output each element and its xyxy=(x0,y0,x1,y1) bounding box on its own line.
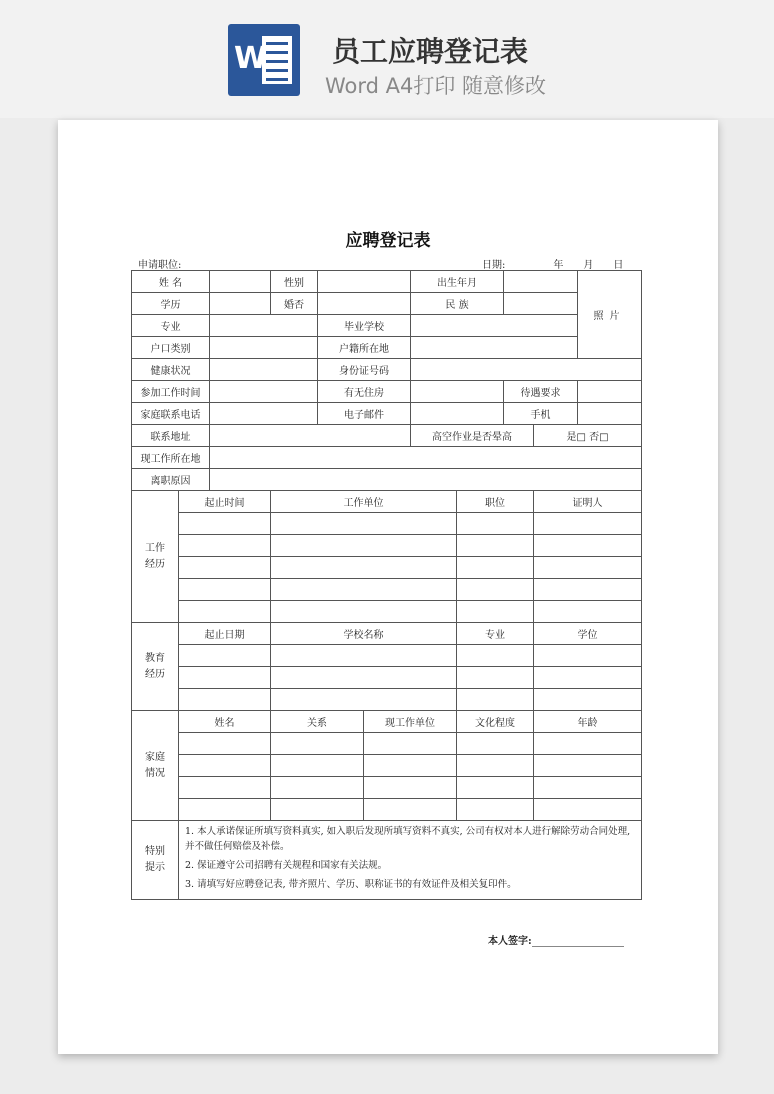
label-name: 姓 名 xyxy=(132,271,210,293)
note-item-1: 1. 本人承诺保证所填写资料真实, 如入职后发现所填写资料不真实, 公司有权对本人进行解除劳动合同处理, 并不做任何赔偿及补偿。 xyxy=(185,826,631,852)
signature-underline xyxy=(532,936,624,947)
table-row xyxy=(132,579,642,601)
education-section-label xyxy=(132,623,179,711)
label-family-phone: 家庭联系电话 xyxy=(132,403,210,425)
input-education[interactable] xyxy=(210,293,271,315)
work-header-reference: 证明人 xyxy=(534,491,642,513)
word-icon-letter: W xyxy=(234,41,268,76)
label-hukou: 户口类别 xyxy=(132,337,210,359)
label-id-number: 身份证号码 xyxy=(318,359,411,381)
banner xyxy=(0,0,774,118)
family-section-label-text: 家庭情况 xyxy=(145,751,165,779)
table-row xyxy=(132,799,642,821)
input-marital[interactable] xyxy=(318,293,411,315)
edu-header-period: 起止日期 xyxy=(179,623,271,645)
label-address: 联系地址 xyxy=(132,425,210,447)
day-label: 日 xyxy=(613,260,624,271)
work-section-label xyxy=(132,491,179,623)
label-residence: 现工作所在地 xyxy=(132,447,210,469)
label-salary: 待遇要求 xyxy=(504,381,578,403)
yes-no-checkboxes[interactable]: 是□ 否□ xyxy=(534,425,642,447)
label-school: 毕业学校 xyxy=(318,315,411,337)
label-ethnic: 民 族 xyxy=(411,293,504,315)
registration-form-table xyxy=(131,270,642,900)
family-section-label xyxy=(132,711,179,821)
table-row xyxy=(132,601,642,623)
input-hukou-location[interactable] xyxy=(411,337,578,359)
family-header-relation: 关系 xyxy=(271,711,364,733)
label-housing: 有无住房 xyxy=(318,381,411,403)
work-header-employer: 工作单位 xyxy=(271,491,457,513)
banner-subtitle: Word A4打印 随意修改 xyxy=(325,74,547,98)
work-section-label-text: 工作经历 xyxy=(145,542,165,570)
table-row xyxy=(132,557,642,579)
input-birth[interactable] xyxy=(504,271,578,293)
input-salary[interactable] xyxy=(578,381,642,403)
input-address[interactable] xyxy=(210,425,411,447)
position-label: 申请职位: xyxy=(138,260,182,271)
input-name[interactable] xyxy=(210,271,271,293)
table-row xyxy=(132,645,642,667)
work-header-position: 职位 xyxy=(457,491,534,513)
input-leave-reason[interactable] xyxy=(210,469,642,491)
input-health[interactable] xyxy=(210,359,318,381)
notes-section-label-text: 特别提示 xyxy=(145,846,165,873)
notes-content xyxy=(179,821,642,900)
input-hukou[interactable] xyxy=(210,337,318,359)
family-header-education: 文化程度 xyxy=(457,711,534,733)
note-item-2: 2. 保证遵守公司招聘有关规程和国家有关法规。 xyxy=(185,860,388,871)
label-birth: 出生年月 xyxy=(411,271,504,293)
input-mobile[interactable] xyxy=(578,403,642,425)
education-section-label-text: 教育经历 xyxy=(145,652,165,680)
table-row xyxy=(132,667,642,689)
label-major: 专业 xyxy=(132,315,210,337)
note-item-3: 3. 请填写好应聘登记表, 带齐照片、学历、职称证书的有效证件及相关复印件。 xyxy=(185,879,517,890)
table-row xyxy=(132,777,642,799)
input-family-phone[interactable] xyxy=(210,403,318,425)
input-email[interactable] xyxy=(411,403,504,425)
banner-title: 员工应聘登记表 xyxy=(332,35,529,68)
input-school[interactable] xyxy=(411,315,578,337)
notes-section-label xyxy=(132,821,179,900)
label-work-start: 参加工作时间 xyxy=(132,381,210,403)
edu-header-school: 学校名称 xyxy=(271,623,457,645)
table-row xyxy=(132,513,642,535)
label-gender: 性别 xyxy=(271,271,318,293)
photo-box[interactable]: 照片 xyxy=(578,271,642,359)
input-work-start[interactable] xyxy=(210,381,318,403)
signature-field[interactable] xyxy=(488,932,624,947)
label-education: 学历 xyxy=(132,293,210,315)
document-page xyxy=(58,120,718,1054)
label-email: 电子邮件 xyxy=(318,403,411,425)
position-field[interactable] xyxy=(138,256,291,271)
table-row xyxy=(132,755,642,777)
family-header-employer: 现工作单位 xyxy=(364,711,457,733)
input-id-number[interactable] xyxy=(411,359,642,381)
table-row xyxy=(132,733,642,755)
input-housing[interactable] xyxy=(411,381,504,403)
label-hukou-location: 户籍所在地 xyxy=(318,337,411,359)
input-residence[interactable] xyxy=(210,447,642,469)
input-ethnic[interactable] xyxy=(504,293,578,315)
work-header-period: 起止时间 xyxy=(179,491,271,513)
document-title: 应聘登记表 xyxy=(345,231,431,251)
month-label: 月 xyxy=(583,260,594,271)
edu-header-degree: 学位 xyxy=(534,623,642,645)
label-health: 健康状况 xyxy=(132,359,210,381)
date-field[interactable] xyxy=(482,256,623,271)
edu-header-major: 专业 xyxy=(457,623,534,645)
table-row xyxy=(132,689,642,711)
table-row xyxy=(132,535,642,557)
year-label: 年 xyxy=(553,260,564,271)
label-leave-reason: 离职原因 xyxy=(132,469,210,491)
input-gender[interactable] xyxy=(318,271,411,293)
signature-label: 本人签字: xyxy=(488,936,532,947)
input-major[interactable] xyxy=(210,315,318,337)
label-height-question: 高空作业是否晕高 xyxy=(411,425,534,447)
family-header-name: 姓名 xyxy=(179,711,271,733)
word-icon xyxy=(228,24,300,96)
date-label: 日期: xyxy=(482,260,506,271)
label-marital: 婚否 xyxy=(271,293,318,315)
family-header-age: 年龄 xyxy=(534,711,642,733)
label-mobile: 手机 xyxy=(504,403,578,425)
